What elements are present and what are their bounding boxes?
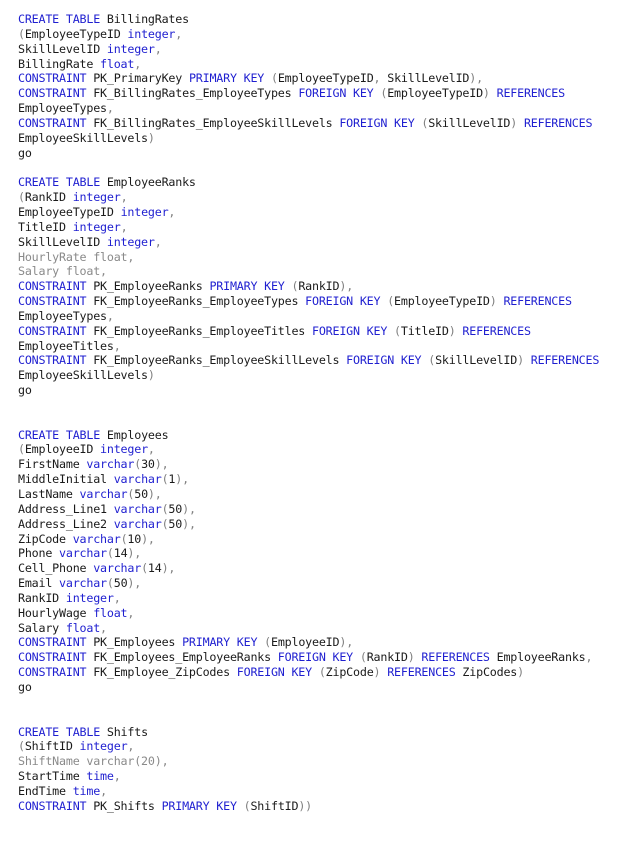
punctuation: ),	[339, 279, 354, 294]
identifier: PK_Employees	[86, 635, 183, 650]
code-line	[18, 650, 621, 665]
code-line	[18, 502, 621, 517]
keyword: CREATE TABLE	[18, 12, 101, 26]
code-line	[18, 754, 621, 769]
identifier	[490, 86, 497, 100]
identifier: SkillLevelID	[380, 71, 470, 86]
identifier: EmployeeRanks	[489, 650, 586, 665]
identifier: EmployeeTitles	[18, 338, 114, 353]
identifier: go	[18, 679, 32, 694]
identifier: Address_Line2	[18, 516, 114, 531]
keyword: PRIMARY KEY	[209, 279, 285, 294]
identifier: EmployeeID	[270, 635, 340, 650]
identifier: EndTime	[18, 783, 73, 798]
punctuation: (	[127, 487, 135, 501]
punctuation: ,	[168, 204, 176, 219]
identifier: BillingRates	[100, 12, 189, 26]
keyword: FOREIGN KEY	[277, 650, 353, 665]
punctuation: (	[18, 190, 25, 205]
punctuation: ,	[134, 56, 142, 71]
code-line	[18, 250, 621, 265]
keyword: CONSTRAINT	[18, 635, 87, 650]
code-line	[18, 131, 621, 146]
punctuation: ,	[154, 41, 162, 56]
punctuation: ,	[127, 739, 135, 754]
identifier	[387, 324, 394, 338]
keyword: CONSTRAINT	[18, 294, 87, 309]
identifier	[312, 665, 319, 679]
code-line	[18, 784, 621, 799]
code-line	[18, 220, 621, 235]
keyword: CONSTRAINT	[18, 353, 87, 368]
punctuation: (	[394, 323, 401, 338]
identifier: EmployeeTypeID	[18, 204, 121, 219]
keyword: REFERENCES	[530, 353, 600, 368]
keyword: time	[72, 783, 101, 798]
identifier: PK_PrimaryKey	[86, 71, 189, 86]
punctuation: (	[421, 115, 429, 130]
keyword: CONSTRAINT	[18, 665, 87, 680]
sql-code-block	[18, 12, 621, 814]
punctuation: ,	[113, 338, 121, 353]
punctuation: (	[380, 86, 388, 101]
keyword: CONSTRAINT	[18, 279, 87, 294]
punctuation: ),	[154, 457, 169, 472]
code-line	[18, 769, 621, 784]
punctuation: )	[482, 86, 490, 101]
keyword: varchar	[79, 487, 128, 501]
identifier: 10	[127, 531, 142, 546]
keyword: varchar	[113, 501, 162, 516]
keyword: CREATE TABLE	[18, 724, 101, 739]
punctuation: ,	[113, 769, 121, 784]
code-line	[18, 442, 621, 457]
code-line	[18, 294, 621, 309]
keyword: FOREIGN KEY	[339, 115, 415, 130]
punctuation: ,	[147, 442, 155, 457]
identifier: LastName	[18, 487, 80, 501]
punctuation: ),	[182, 501, 196, 516]
punctuation: (	[291, 279, 299, 294]
punctuation: ),	[175, 472, 189, 487]
keyword: float	[93, 605, 128, 620]
identifier: Cell_Phone	[18, 561, 94, 576]
punctuation: ),	[141, 531, 155, 546]
punctuation: (	[18, 739, 25, 754]
code-line	[18, 205, 621, 220]
punctuation: ,	[106, 308, 114, 323]
keyword: integer	[79, 739, 128, 754]
identifier: 1	[168, 472, 176, 487]
identifier: SkillLevelID	[18, 41, 107, 56]
punctuation: )	[510, 115, 518, 130]
keyword: PRIMARY KEY	[182, 635, 258, 650]
identifier: TitleID	[18, 219, 73, 234]
identifier: FK_Employee_ZipCodes	[86, 665, 237, 680]
keyword: PRIMARY KEY	[188, 71, 265, 86]
keyword: varchar	[113, 516, 162, 531]
punctuation: ),	[469, 71, 483, 86]
punctuation: ),	[127, 546, 142, 561]
identifier: RankID	[24, 190, 73, 205]
punctuation: (	[18, 26, 25, 41]
code-line	[18, 591, 621, 606]
identifier: go	[18, 383, 32, 398]
punctuation: )	[517, 665, 524, 680]
identifier: ShiftID	[24, 739, 80, 754]
punctuation: (	[264, 635, 271, 650]
keyword: FOREIGN KEY	[311, 323, 388, 338]
identifier	[524, 353, 531, 367]
blank-line	[18, 695, 621, 710]
identifier: SkillLevelID	[428, 115, 511, 130]
keyword: varchar	[93, 561, 142, 576]
identifier: TitleID	[400, 323, 449, 338]
keyword: integer	[100, 442, 148, 457]
punctuation: (	[161, 472, 169, 487]
punctuation: (	[359, 650, 367, 665]
keyword: integer	[72, 219, 121, 234]
punctuation: (	[387, 294, 395, 309]
code-line	[18, 71, 621, 86]
code-line	[18, 517, 621, 532]
code-line	[18, 799, 621, 814]
keyword: integer	[65, 590, 114, 605]
punctuation: ),	[147, 487, 162, 501]
code-line	[18, 175, 621, 190]
punctuation: )	[147, 368, 155, 383]
punctuation: ,	[127, 605, 135, 620]
code-line	[18, 146, 621, 161]
identifier: EmployeeSkillLevels	[18, 130, 148, 145]
code-line	[18, 101, 621, 116]
blank-line	[18, 413, 621, 428]
code-line	[18, 457, 621, 472]
keyword: FOREIGN KEY	[236, 665, 312, 680]
identifier: go	[18, 145, 32, 160]
keyword: FOREIGN KEY	[346, 353, 422, 368]
punctuation: ),	[161, 561, 176, 576]
identifier: EmployeeTypeID	[387, 86, 483, 101]
keyword: CREATE TABLE	[18, 175, 101, 190]
punctuation: ,	[585, 650, 593, 665]
identifier: 30	[141, 457, 155, 472]
identifier: Email	[18, 576, 60, 591]
identifier: 14	[113, 546, 128, 561]
punctuation: ),	[182, 516, 196, 531]
punctuation: ),	[339, 635, 354, 650]
keyword: varchar	[59, 546, 107, 561]
code-line	[18, 383, 621, 398]
identifier: EmployeeTypeID	[277, 71, 374, 86]
code-line	[18, 309, 621, 324]
keyword: integer	[106, 41, 155, 56]
punctuation: (	[120, 531, 128, 546]
identifier: 50	[134, 487, 148, 501]
code-line	[18, 680, 621, 695]
identifier: RankID	[18, 590, 66, 605]
keyword: varchar	[86, 457, 135, 472]
punctuation: (	[428, 353, 436, 368]
identifier	[264, 71, 271, 85]
identifier: BillingRate	[18, 56, 101, 71]
code-line	[18, 576, 621, 591]
keyword: integer	[72, 190, 121, 205]
identifier: FirstName	[18, 457, 87, 472]
identifier: 50	[168, 501, 183, 516]
identifier: Employees	[100, 427, 169, 442]
blank-line	[18, 710, 621, 725]
punctuation: ,	[106, 101, 114, 116]
keyword: CONSTRAINT	[18, 115, 87, 130]
commented-text: Salary float,	[18, 264, 107, 279]
identifier	[517, 116, 524, 130]
punctuation: )	[517, 353, 524, 368]
blank-line	[18, 160, 621, 175]
identifier: FK_EmployeeRanks_EmployeeTitles	[86, 323, 312, 338]
keyword: CONSTRAINT	[18, 71, 87, 86]
punctuation: (	[243, 798, 251, 813]
code-line	[18, 86, 621, 101]
punctuation: (	[318, 665, 326, 680]
keyword: REFERENCES	[503, 294, 572, 309]
identifier: RankID	[298, 279, 340, 294]
identifier: MiddleInitial	[18, 472, 114, 487]
identifier: EmployeeTypes	[18, 308, 107, 323]
code-line	[18, 190, 621, 205]
keyword: REFERENCES	[462, 323, 531, 338]
keyword: time	[86, 769, 114, 784]
code-line	[18, 635, 621, 650]
keyword: varchar	[59, 576, 107, 591]
punctuation: )	[448, 323, 456, 338]
identifier	[353, 650, 360, 664]
code-line	[18, 561, 621, 576]
code-line	[18, 487, 621, 502]
code-line	[18, 368, 621, 383]
keyword: CONSTRAINT	[18, 323, 87, 338]
punctuation: ,	[373, 71, 381, 86]
keyword: integer	[120, 204, 169, 219]
punctuation: ,	[120, 190, 128, 205]
punctuation: (	[161, 516, 169, 531]
punctuation: ),	[127, 576, 142, 591]
keyword: float	[100, 56, 135, 71]
keyword: FOREIGN KEY	[298, 86, 374, 101]
code-line	[18, 739, 621, 754]
blank-line	[18, 398, 621, 413]
identifier: ShiftID	[250, 798, 299, 813]
keyword: float	[65, 620, 101, 635]
identifier: FK_Employees_EmployeeRanks	[86, 650, 278, 665]
punctuation: ,	[120, 219, 128, 234]
code-line	[18, 428, 621, 443]
punctuation: )	[147, 130, 155, 145]
keyword: REFERENCES	[421, 650, 490, 665]
identifier	[237, 799, 244, 813]
code-line	[18, 339, 621, 354]
identifier: EmployeeTypes	[18, 101, 107, 116]
punctuation: (	[141, 561, 148, 576]
identifier: EmployeeTypeID	[24, 26, 128, 41]
identifier: EmployeeTypeID	[394, 294, 490, 309]
keyword: REFERENCES	[523, 115, 593, 130]
keyword: REFERENCES	[496, 86, 565, 101]
code-line	[18, 353, 621, 368]
keyword: varchar	[72, 531, 121, 546]
punctuation: (	[106, 546, 114, 561]
keyword: integer	[127, 26, 176, 41]
keyword: CONSTRAINT	[18, 86, 87, 101]
identifier: StartTime	[18, 769, 87, 784]
code-line	[18, 279, 621, 294]
identifier: HourlyWage	[18, 605, 94, 620]
identifier: Address_Line1	[18, 501, 114, 516]
code-line	[18, 472, 621, 487]
punctuation: (	[134, 457, 142, 472]
identifier: FK_BillingRates_EmployeeSkillLevels	[86, 115, 340, 130]
identifier: FK_EmployeeRanks_EmployeeSkillLevels	[86, 353, 347, 368]
punctuation: ,	[175, 26, 183, 41]
keyword: CONSTRAINT	[18, 798, 87, 813]
keyword: PRIMARY KEY	[161, 798, 237, 813]
code-line	[18, 235, 621, 250]
code-line	[18, 27, 621, 42]
identifier: 50	[113, 576, 128, 591]
code-line	[18, 546, 621, 561]
keyword: FOREIGN KEY	[305, 294, 381, 309]
keyword: CREATE TABLE	[18, 427, 101, 442]
code-line	[18, 324, 621, 339]
keyword: varchar	[113, 472, 162, 487]
punctuation: (	[106, 576, 114, 591]
code-line	[18, 725, 621, 740]
identifier: 14	[147, 561, 162, 576]
identifier: EmployeeSkillLevels	[18, 368, 148, 383]
code-line	[18, 606, 621, 621]
code-line	[18, 665, 621, 680]
code-line	[18, 57, 621, 72]
keyword: CONSTRAINT	[18, 650, 87, 665]
identifier: SkillLevelID	[435, 353, 518, 368]
punctuation: ,	[100, 620, 107, 635]
identifier: ZipCode	[18, 531, 73, 546]
commented-text: HourlyRate float,	[18, 249, 135, 264]
punctuation: (	[18, 442, 25, 457]
code-line	[18, 12, 621, 27]
identifier: Salary	[18, 620, 66, 635]
punctuation: (	[270, 71, 278, 86]
commented-text: ShiftName varchar(20),	[18, 754, 169, 769]
code-line	[18, 264, 621, 279]
keyword: integer	[106, 234, 155, 249]
identifier: PK_EmployeeRanks	[86, 279, 210, 294]
identifier: SkillLevelID	[18, 234, 107, 249]
identifier: 50	[168, 516, 183, 531]
punctuation: ,	[113, 590, 121, 605]
identifier: FK_BillingRates_EmployeeTypes	[86, 86, 299, 101]
keyword: REFERENCES	[387, 665, 456, 680]
punctuation: ,	[100, 783, 107, 798]
punctuation: )	[489, 294, 497, 309]
identifier: Shifts	[100, 724, 148, 739]
identifier: Phone	[18, 546, 60, 561]
punctuation: )	[373, 665, 381, 680]
code-line	[18, 621, 621, 636]
identifier: FK_EmployeeRanks_EmployeeTypes	[86, 294, 306, 309]
punctuation: )	[407, 650, 415, 665]
identifier: RankID	[366, 650, 408, 665]
identifier: PK_Shifts	[86, 798, 162, 813]
punctuation: ))	[298, 798, 313, 813]
identifier: EmployeeID	[24, 442, 101, 457]
punctuation: ,	[154, 234, 162, 249]
identifier: EmployeeRanks	[100, 175, 196, 190]
code-line	[18, 42, 621, 57]
identifier: ZipCodes	[455, 665, 518, 680]
code-line	[18, 116, 621, 131]
code-line	[18, 532, 621, 547]
punctuation: (	[161, 501, 169, 516]
identifier: ZipCode	[325, 665, 374, 680]
